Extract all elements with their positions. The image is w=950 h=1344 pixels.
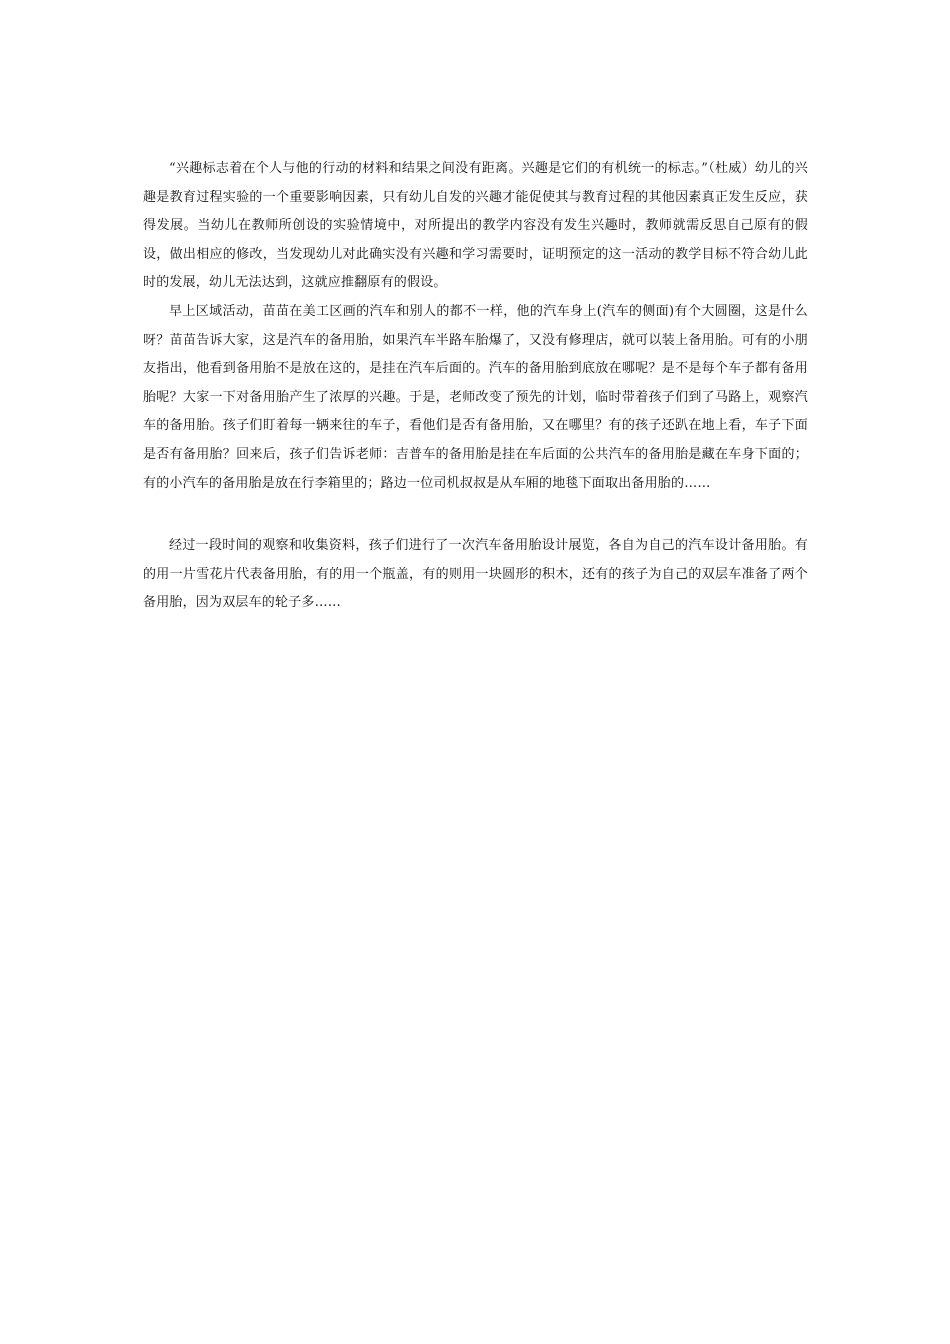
paragraph-dewey-interest: “兴趣标志着在个人与他的行动的材料和结果之间没有距离。兴趣是它们的有机统一的标志。”（杜威）幼儿的兴趣是教育过程实验的一个重要影响因素，只有幼儿自发的兴趣才能促使其与教育过程的其他因素真正发生反应，获得发展。当幼儿在教师所创设的实验情境中，对所提出的教学内容没有发生兴趣时，教师就需反思自己原有的假设，做出相应的修改，当发现幼儿对此确实没有兴趣和学习需要时，证明预定的这一活动的教学目标不符合幼儿此时的发展，幼儿无法达到，这就应推翻原有的假设。 (143, 161, 808, 291)
paragraph-spare-tire-exhibition: 经过一段时间的观察和收集资料，孩子们进行了一次汽车备用胎设计展览，各自为自己的汽车设计备用胎。有的用一片雪花片代表备用胎，有的用一个瓶盖，有的则用一块圆形的积木，还有的孩子为自己的双层车准备了两个备用胎，因为双层车的轮子多…… (143, 538, 808, 611)
document-body (143, 155, 808, 618)
paragraph-spare-tire-observation: 早上区域活动，苗苗在美工区画的汽车和别人的都不一样，他的汽车身上(汽车的侧面)有个大圆圈，这是什么呀？苗苗告诉大家，这是汽车的备用胎，如果汽车半路车胎爆了，又没有修理店，就可以装上备用胎。可有的小朋友指出，他看到备用胎不是放在这的，是挂在汽车后面的。汽车的备用胎到底放在哪呢？是不是每个车子都有备用胎呢？大家一下对备用胎产生了浓厚的兴趣。于是，老师改变了预先的计划，临时带着孩子们到了马路上，观察汽车的备用胎。孩子们盯着每一辆来往的车子，看他们是否有备用胎，又在哪里？有的孩子还趴在地上看，车子下面是否有备用胎？回来后，孩子们告诉老师：吉普车的备用胎是挂在车后面的公共汽车的备用胎是藏在车身下面的；有的小汽车的备用胎是放在行李箱里的；路边一位司机叔叔是从车厢的地毯下面取出备用胎的…… (143, 303, 808, 491)
paragraph-spacer (143, 498, 808, 532)
